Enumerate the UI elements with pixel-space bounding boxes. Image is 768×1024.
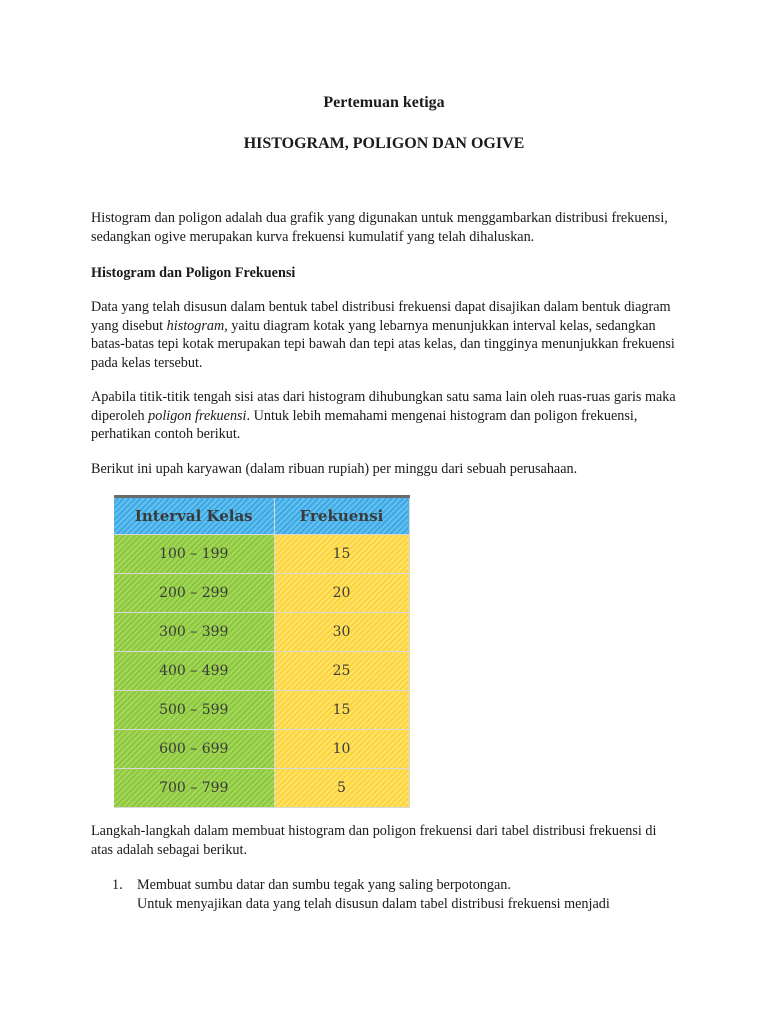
table-row (114, 613, 409, 652)
table-row (114, 730, 409, 769)
list-item-line: Membuat sumbu datar dan sumbu tegak yang saling berpotongan. (137, 877, 511, 893)
frequency-table (114, 495, 410, 808)
frequency-cell: 15 (274, 535, 409, 574)
text-run: . Untuk lebih memahami mengenai histogram dan poligon frekuensi, perhatikan contoh berikut. (91, 407, 638, 442)
term-histogram: histogram (166, 317, 225, 334)
document-subtitle: HISTOGRAM, POLIGON DAN OGIVE (243, 135, 525, 152)
text-run: Apabila titik-titik tengah sisi atas dari histogram dihubungkan satu sama lain oleh ruas-ruas garis maka diperoleh (91, 389, 676, 424)
frequency-cell: 5 (274, 769, 409, 808)
text-run: Data yang telah disusun dalam bentuk tabel distribusi frekuensi dapat disajikan dalam bentuk diagram yang disebut (91, 299, 671, 334)
document-title: Pertemuan ketiga (323, 94, 445, 111)
interval-cell: 300 – 399 (114, 613, 274, 652)
frequency-cell: 20 (274, 574, 409, 613)
interval-cell: 200 – 299 (114, 574, 274, 613)
frequency-cell: 30 (274, 613, 409, 652)
interval-cell: 700 – 799 (114, 769, 274, 808)
interval-cell: 600 – 699 (114, 730, 274, 769)
frequency-cell: 15 (274, 691, 409, 730)
table-row (114, 769, 409, 808)
table-row (114, 652, 409, 691)
table-row (114, 691, 409, 730)
frequency-cell: 25 (274, 652, 409, 691)
table-row (114, 535, 409, 574)
term-poligon-frekuensi: poligon frekuensi (148, 407, 247, 424)
column-header-frequency: Frekuensi (274, 497, 409, 535)
interval-cell: 500 – 599 (114, 691, 274, 730)
histogram-definition-paragraph (91, 298, 681, 372)
list-item-body (137, 876, 682, 913)
table-row (114, 574, 409, 613)
steps-list-item (112, 876, 682, 913)
interval-cell: 100 – 199 (114, 535, 274, 574)
example-intro-paragraph: Berikut ini upah karyawan (dalam ribuan rupiah) per minggu dari sebuah perusahaan. (91, 461, 578, 477)
interval-cell: 400 – 499 (114, 652, 274, 691)
list-number: 1. (112, 877, 123, 893)
text-run: , yaitu diagram kotak yang lebarnya menunjukkan interval kelas, sedangkan batas-batas tepi kotak merupakan tepi bawah dan tepi atas kelas, dan tingginya menunjukkan frekuensi pada kelas tersebut. (91, 317, 675, 371)
frequency-cell: 10 (274, 730, 409, 769)
section-heading: Histogram dan Poligon Frekuensi (91, 265, 296, 281)
polygon-definition-paragraph (91, 388, 681, 444)
table-header-row (114, 497, 409, 535)
column-header-interval: Interval Kelas (114, 497, 274, 535)
steps-intro-paragraph: Langkah-langkah dalam membuat histogram dan poligon frekuensi dari tabel distribusi frekuensi di atas adalah sebagai berikut. (91, 823, 657, 858)
intro-paragraph: Histogram dan poligon adalah dua grafik yang digunakan untuk menggambarkan distribusi frekuensi, sedangkan ogive merupakan kurva frekuensi kumulatif yang telah dihaluskan. (91, 210, 668, 245)
list-item-line: Untuk menyajikan data yang telah disusun dalam tabel distribusi frekuensi menjadi (137, 895, 610, 912)
